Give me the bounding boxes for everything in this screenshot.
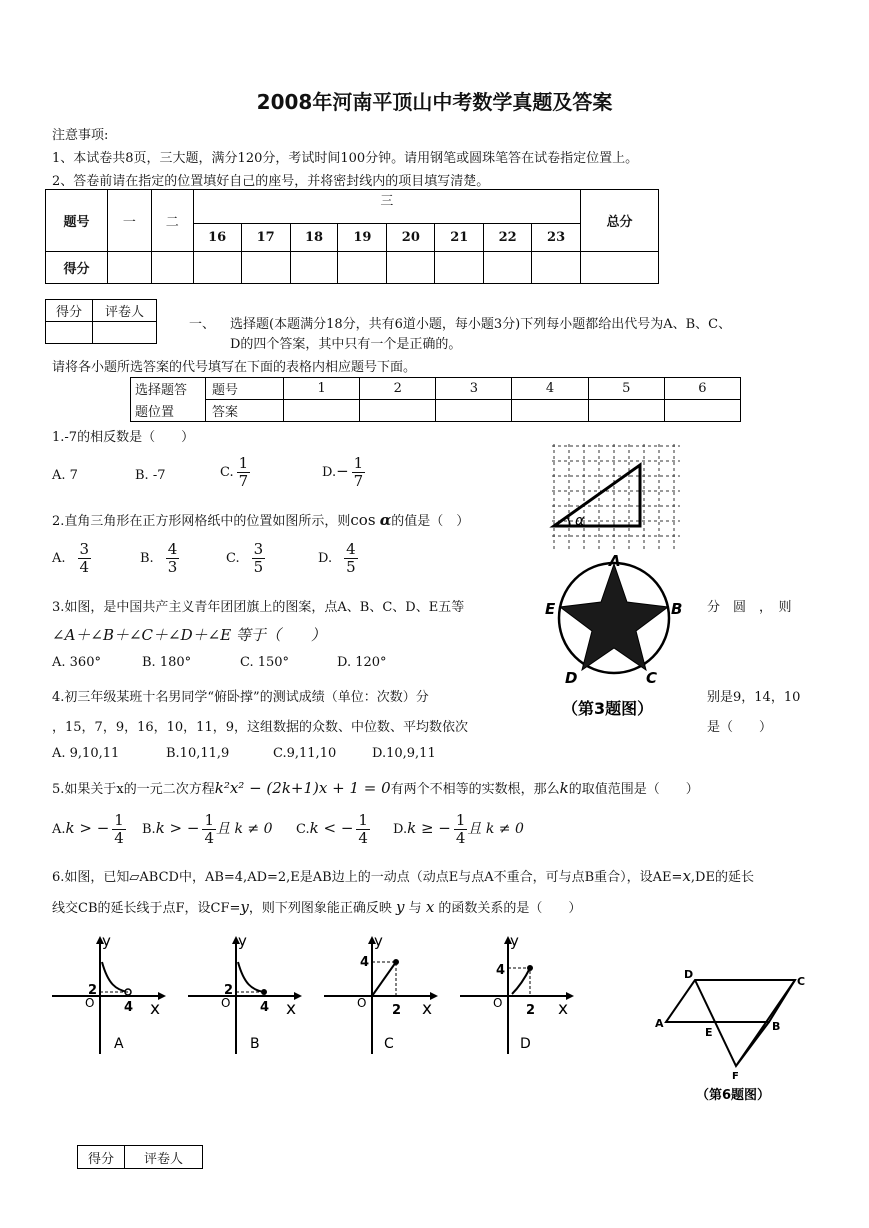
q2-b-label: B. xyxy=(140,551,154,566)
point-d-label: D xyxy=(565,669,578,687)
graph-b-x-label: x xyxy=(286,999,297,1019)
q5-c-rel: k < − xyxy=(309,819,354,837)
graph-b-origin: O xyxy=(221,996,231,1010)
sub-number: 17 xyxy=(241,224,290,252)
q2-option-d xyxy=(318,541,358,576)
q2-stem-b: 的值是（ ） xyxy=(391,514,470,529)
grader-score-cell[interactable] xyxy=(46,322,93,344)
answer-row1-label: 题号 xyxy=(206,378,284,400)
figure-3-caption: （第3题图） xyxy=(562,699,654,718)
score-cell[interactable] xyxy=(107,252,151,284)
q4-line-2: ，15，7，9，16，10，11，9，这组数据的众数、中位数、平均数依次 xyxy=(52,720,468,735)
q5-d-rel: k ≥ − xyxy=(407,819,451,837)
section-line-2: D的四个答案，其中只有一个是正确的。 xyxy=(230,337,462,352)
q2-option-a xyxy=(52,541,91,576)
q5-b-den: 4 xyxy=(204,829,214,847)
q5-stem xyxy=(52,778,699,797)
q1-c-fraction xyxy=(237,455,251,490)
graph-d-axes xyxy=(460,942,569,1054)
graph-c-label: C xyxy=(384,1036,394,1052)
q2-d-num: 4 xyxy=(346,540,356,558)
point-c-label: C xyxy=(646,669,658,687)
graph-a-curve xyxy=(102,962,128,992)
q4-line-1-right: 别是9，14，10 xyxy=(707,690,801,705)
graph-b-curve xyxy=(238,962,264,992)
q2-d-label: D. xyxy=(318,551,333,566)
sub-number: 18 xyxy=(290,224,338,252)
q3-stem-b: ∠A＋∠B＋∠C＋∠D＋∠E 等于（ ） xyxy=(52,626,326,644)
graph-b-tick-x: 4 xyxy=(260,1000,270,1015)
answer-number: 4 xyxy=(512,378,588,400)
sub-number: 19 xyxy=(338,224,387,252)
q5-a-rel: k > − xyxy=(65,819,110,837)
q3-option-a: A. 360° xyxy=(52,655,101,670)
footer-grader-label: 评卷人 xyxy=(125,1146,203,1169)
q1-d-sign: − xyxy=(336,462,349,480)
q5-d-post: 且 k ≠ 0 xyxy=(467,821,524,837)
answer-cell[interactable] xyxy=(588,400,664,422)
q6-line1-b: ,DE的延长 xyxy=(690,870,754,885)
q5-d-num: 1 xyxy=(455,811,466,829)
answer-left-bottom: 题位置 xyxy=(131,400,206,422)
answer-number: 5 xyxy=(588,378,664,400)
notice-heading: 注意事项: xyxy=(52,128,109,143)
q2-b-den: 3 xyxy=(167,558,178,576)
parallelogram-figure xyxy=(650,962,820,1106)
score-cell[interactable] xyxy=(151,252,193,284)
q5-c-fraction xyxy=(356,812,370,847)
q5-d-fraction xyxy=(454,812,468,847)
graph-c-tick-y: 4 xyxy=(360,955,370,970)
graph-a-tick-y: 2 xyxy=(88,983,98,998)
q4-option-b: B.10,11,9 xyxy=(166,746,230,761)
answer-left-top: 选择题答 xyxy=(131,378,206,400)
graph-b-y-label: y xyxy=(238,934,247,950)
q2-b-num: 4 xyxy=(167,540,178,558)
label-b: B xyxy=(772,1020,781,1033)
grader-name-cell[interactable] xyxy=(93,322,157,344)
q2-a-label: A. xyxy=(52,551,66,566)
graph-d-curve xyxy=(512,968,530,994)
section-number: 一、 xyxy=(189,317,216,332)
graph-c-x-label: x xyxy=(422,999,433,1019)
q6-line2-c: 与 xyxy=(408,901,422,916)
graph-a-label: A xyxy=(114,1036,124,1052)
q6-line-1 xyxy=(52,866,754,885)
q2-option-b xyxy=(140,541,179,576)
score-cell[interactable] xyxy=(193,252,241,284)
score-cell[interactable] xyxy=(581,252,659,284)
q2-cos: cos xyxy=(350,511,376,529)
q5-c-den: 4 xyxy=(358,829,368,847)
grader-box xyxy=(45,299,157,344)
score-col-one: 一 xyxy=(107,190,151,252)
q1-d-fraction xyxy=(352,455,366,490)
star xyxy=(560,564,668,670)
score-cell[interactable] xyxy=(338,252,387,284)
score-cell[interactable] xyxy=(387,252,435,284)
star-circle-figure xyxy=(540,552,695,720)
graph-d-tick-y: 4 xyxy=(496,963,506,978)
q1-d-num: 1 xyxy=(353,454,364,472)
grid-triangle-figure xyxy=(548,440,684,552)
q3-option-d: D. 120° xyxy=(337,655,387,670)
sub-number: 20 xyxy=(387,224,435,252)
q1-stem: 1.-7的相反数是（ ） xyxy=(52,430,195,445)
label-f: F xyxy=(732,1071,739,1082)
graph-d-y-label: y xyxy=(510,934,519,950)
figure-6-caption: （第6题图） xyxy=(696,1088,771,1103)
graph-d-x-label: x xyxy=(558,999,569,1019)
score-col-three: 三 xyxy=(193,190,580,224)
q2-d-den: 5 xyxy=(346,558,356,576)
q6-line-2 xyxy=(52,897,581,916)
q5-b-label: B. xyxy=(142,822,156,837)
answer-table xyxy=(130,377,741,422)
q5-b-fraction xyxy=(202,812,216,847)
q5-d-label: D. xyxy=(393,822,408,837)
q2-a-num: 3 xyxy=(79,540,90,558)
graph-c-origin: O xyxy=(357,996,367,1010)
q4-line-1: 4.初三年级某班十名男同学“俯卧撑”的测试成绩（单位：次数）分 xyxy=(52,690,429,705)
q5-option-c xyxy=(296,812,370,847)
q2-c-fraction xyxy=(252,541,266,576)
q1-option-d-label: D. xyxy=(322,465,337,480)
answer-cell[interactable] xyxy=(360,400,436,422)
graph-d xyxy=(456,934,581,1059)
q1-option-b: B. -7 xyxy=(135,468,166,483)
q5-a-num: 1 xyxy=(114,811,124,829)
q2-c-label: C. xyxy=(226,551,240,566)
answer-number: 6 xyxy=(664,378,740,400)
footer-grader-box xyxy=(77,1145,203,1169)
sub-number: 23 xyxy=(532,224,581,252)
right-triangle xyxy=(554,465,640,526)
q2-c-num: 3 xyxy=(253,540,264,558)
score-total: 总分 xyxy=(581,190,659,252)
notice-item-2: 2、答卷前请在指定的位置填好自己的座号，并将密封线内的项目填写清楚。 xyxy=(52,174,490,189)
graph-c-y-label: y xyxy=(374,934,383,950)
alpha-label: α xyxy=(575,513,585,529)
q5-a-label: A. xyxy=(52,822,66,837)
score-cell[interactable] xyxy=(290,252,338,284)
q6-line1-a: 6.如图，已知▱ABCD中，AB=4,AD=2,E是AB边上的一动点（动点E与点A不重合，可与点B重合），设AE= xyxy=(52,870,683,885)
q5-c-num: 1 xyxy=(358,811,368,829)
q5-b-rel: k > − xyxy=(155,819,200,837)
answer-cell[interactable] xyxy=(284,400,360,422)
q5-stem-c: 的取值范围是（ ） xyxy=(568,782,699,797)
answer-cell[interactable] xyxy=(512,400,588,422)
graph-a-axes xyxy=(52,942,161,1054)
q1-option-a: A. 7 xyxy=(52,468,78,483)
q4-option-c: C.9,11,10 xyxy=(273,746,337,761)
grader-score-label: 得分 xyxy=(46,300,93,322)
q5-option-a xyxy=(52,812,126,847)
answer-number: 3 xyxy=(436,378,512,400)
label-c: C xyxy=(797,975,806,988)
q5-d-den: 4 xyxy=(455,829,466,847)
q1-c-den: 7 xyxy=(238,472,249,490)
sub-number: 21 xyxy=(435,224,484,252)
score-col-two: 二 xyxy=(151,190,193,252)
q4-option-d: D.10,9,11 xyxy=(372,746,436,761)
q1-option-c-label: C. xyxy=(220,465,234,480)
notice-item-1: 1、本试卷共8页，三大题，满分120分，考试时间100分钟。请用钢笔或圆珠笔答在试卷指定位置上。 xyxy=(52,151,639,166)
q6-line2-a: 线交CB的延长线于点F，设CF= xyxy=(52,901,241,916)
q5-equation: k²x² − (2k+1)x + 1 = 0 xyxy=(214,779,391,797)
graph-a-origin: O xyxy=(85,996,95,1010)
graph-b xyxy=(184,934,309,1059)
q3-option-c: C. 150° xyxy=(240,655,290,670)
q5-b-num: 1 xyxy=(204,811,214,829)
graph-c-axes xyxy=(324,942,433,1054)
score-cell[interactable] xyxy=(484,252,532,284)
q5-stem-a: 5.如果关于x的一元二次方程 xyxy=(52,782,215,797)
grader-label: 评卷人 xyxy=(93,300,157,322)
answer-number: 1 xyxy=(284,378,360,400)
q5-b-post: 且 k ≠ 0 xyxy=(216,821,273,837)
q2-c-den: 5 xyxy=(253,558,264,576)
point-e-label: E xyxy=(545,600,556,618)
q1-option-d xyxy=(322,455,365,490)
q2-stem xyxy=(52,510,469,529)
graph-d-tick-x: 2 xyxy=(526,1003,536,1018)
q5-k: k xyxy=(559,779,569,797)
score-cell[interactable] xyxy=(435,252,484,284)
graph-a-tick-x: 4 xyxy=(124,1000,134,1015)
sub-number: 16 xyxy=(193,224,241,252)
score-row-label: 题号 xyxy=(46,190,108,252)
graph-c-line xyxy=(372,962,396,996)
q4-line-2-right: 是（ ） xyxy=(707,720,773,735)
q2-alpha: α xyxy=(379,511,392,529)
answer-cell[interactable] xyxy=(436,400,512,422)
graph-d-label: D xyxy=(520,1036,531,1052)
q6-line2-b: ，则下列图象能正确反映 xyxy=(248,901,392,916)
graph-b-tick-y: 2 xyxy=(224,983,234,998)
q5-c-label: C. xyxy=(296,822,310,837)
graph-c xyxy=(320,934,445,1059)
q5-option-d xyxy=(393,812,524,847)
q2-b-fraction xyxy=(166,541,180,576)
score-row-label-2: 得分 xyxy=(46,252,108,284)
section-line-1: 选择题(本题满分18分，共有6道小题，每小题3分)下列每小题都给出代号为A、B、C、 xyxy=(230,317,732,332)
graph-a-y-label: y xyxy=(102,934,111,950)
q2-option-c xyxy=(226,541,265,576)
q3-option-b: B. 180° xyxy=(142,655,192,670)
q4-option-a: A. 9,10,11 xyxy=(52,746,120,761)
q3-stem-right: 分 圆 ， 则 xyxy=(707,600,792,615)
point-b-label: B xyxy=(671,600,683,618)
point-a-label: A xyxy=(609,552,621,570)
graph-d-origin: O xyxy=(493,996,503,1010)
q6-y: y xyxy=(240,898,249,916)
q3-stem-a: 3.如图，是中国共产主义青年团团旗上的图案，点A、B、C、D、E五等 xyxy=(52,600,465,615)
grid-lines xyxy=(552,444,680,550)
section-instruction: 请将各小题所选答案的代号填写在下面的表格内相应题号下面。 xyxy=(52,360,417,375)
answer-row2-label: 答案 xyxy=(206,400,284,422)
q2-a-den: 4 xyxy=(79,558,90,576)
q1-d-den: 7 xyxy=(353,472,364,490)
sub-number: 22 xyxy=(484,224,532,252)
graph-a-x-label: x xyxy=(150,999,161,1019)
label-e: E xyxy=(705,1026,713,1039)
q5-option-b xyxy=(142,812,272,847)
q5-stem-b: 有两个不相等的实数根，那么 xyxy=(390,782,560,797)
page-title: 2008年河南平顶山中考数学真题及答案 xyxy=(256,90,613,114)
score-cell[interactable] xyxy=(532,252,581,284)
label-a: A xyxy=(655,1017,664,1030)
q6-y-2: y xyxy=(396,898,405,916)
q1-c-num: 1 xyxy=(238,454,249,472)
q6-line2-d: 的函数关系的是（ ） xyxy=(438,901,582,916)
q2-stem-a: 2.直角三角形在正方形网格纸中的位置如图所示，则 xyxy=(52,514,351,529)
q6-x: x xyxy=(682,867,691,885)
q1-option-c xyxy=(220,455,250,490)
graph-b-axes xyxy=(188,942,297,1054)
answer-number: 2 xyxy=(360,378,436,400)
q5-a-fraction xyxy=(112,812,126,847)
score-table xyxy=(45,189,659,284)
q5-a-den: 4 xyxy=(114,829,124,847)
label-d: D xyxy=(684,968,694,981)
graph-b-label: B xyxy=(250,1036,260,1052)
q2-d-fraction xyxy=(344,541,358,576)
answer-cell[interactable] xyxy=(664,400,740,422)
graph-a xyxy=(48,934,173,1059)
q6-x-2: x xyxy=(425,898,435,916)
q2-a-fraction xyxy=(78,541,92,576)
footer-score-label: 得分 xyxy=(78,1146,125,1169)
graph-c-tick-x: 2 xyxy=(392,1003,402,1018)
score-cell[interactable] xyxy=(241,252,290,284)
parallelogram xyxy=(666,980,795,1022)
